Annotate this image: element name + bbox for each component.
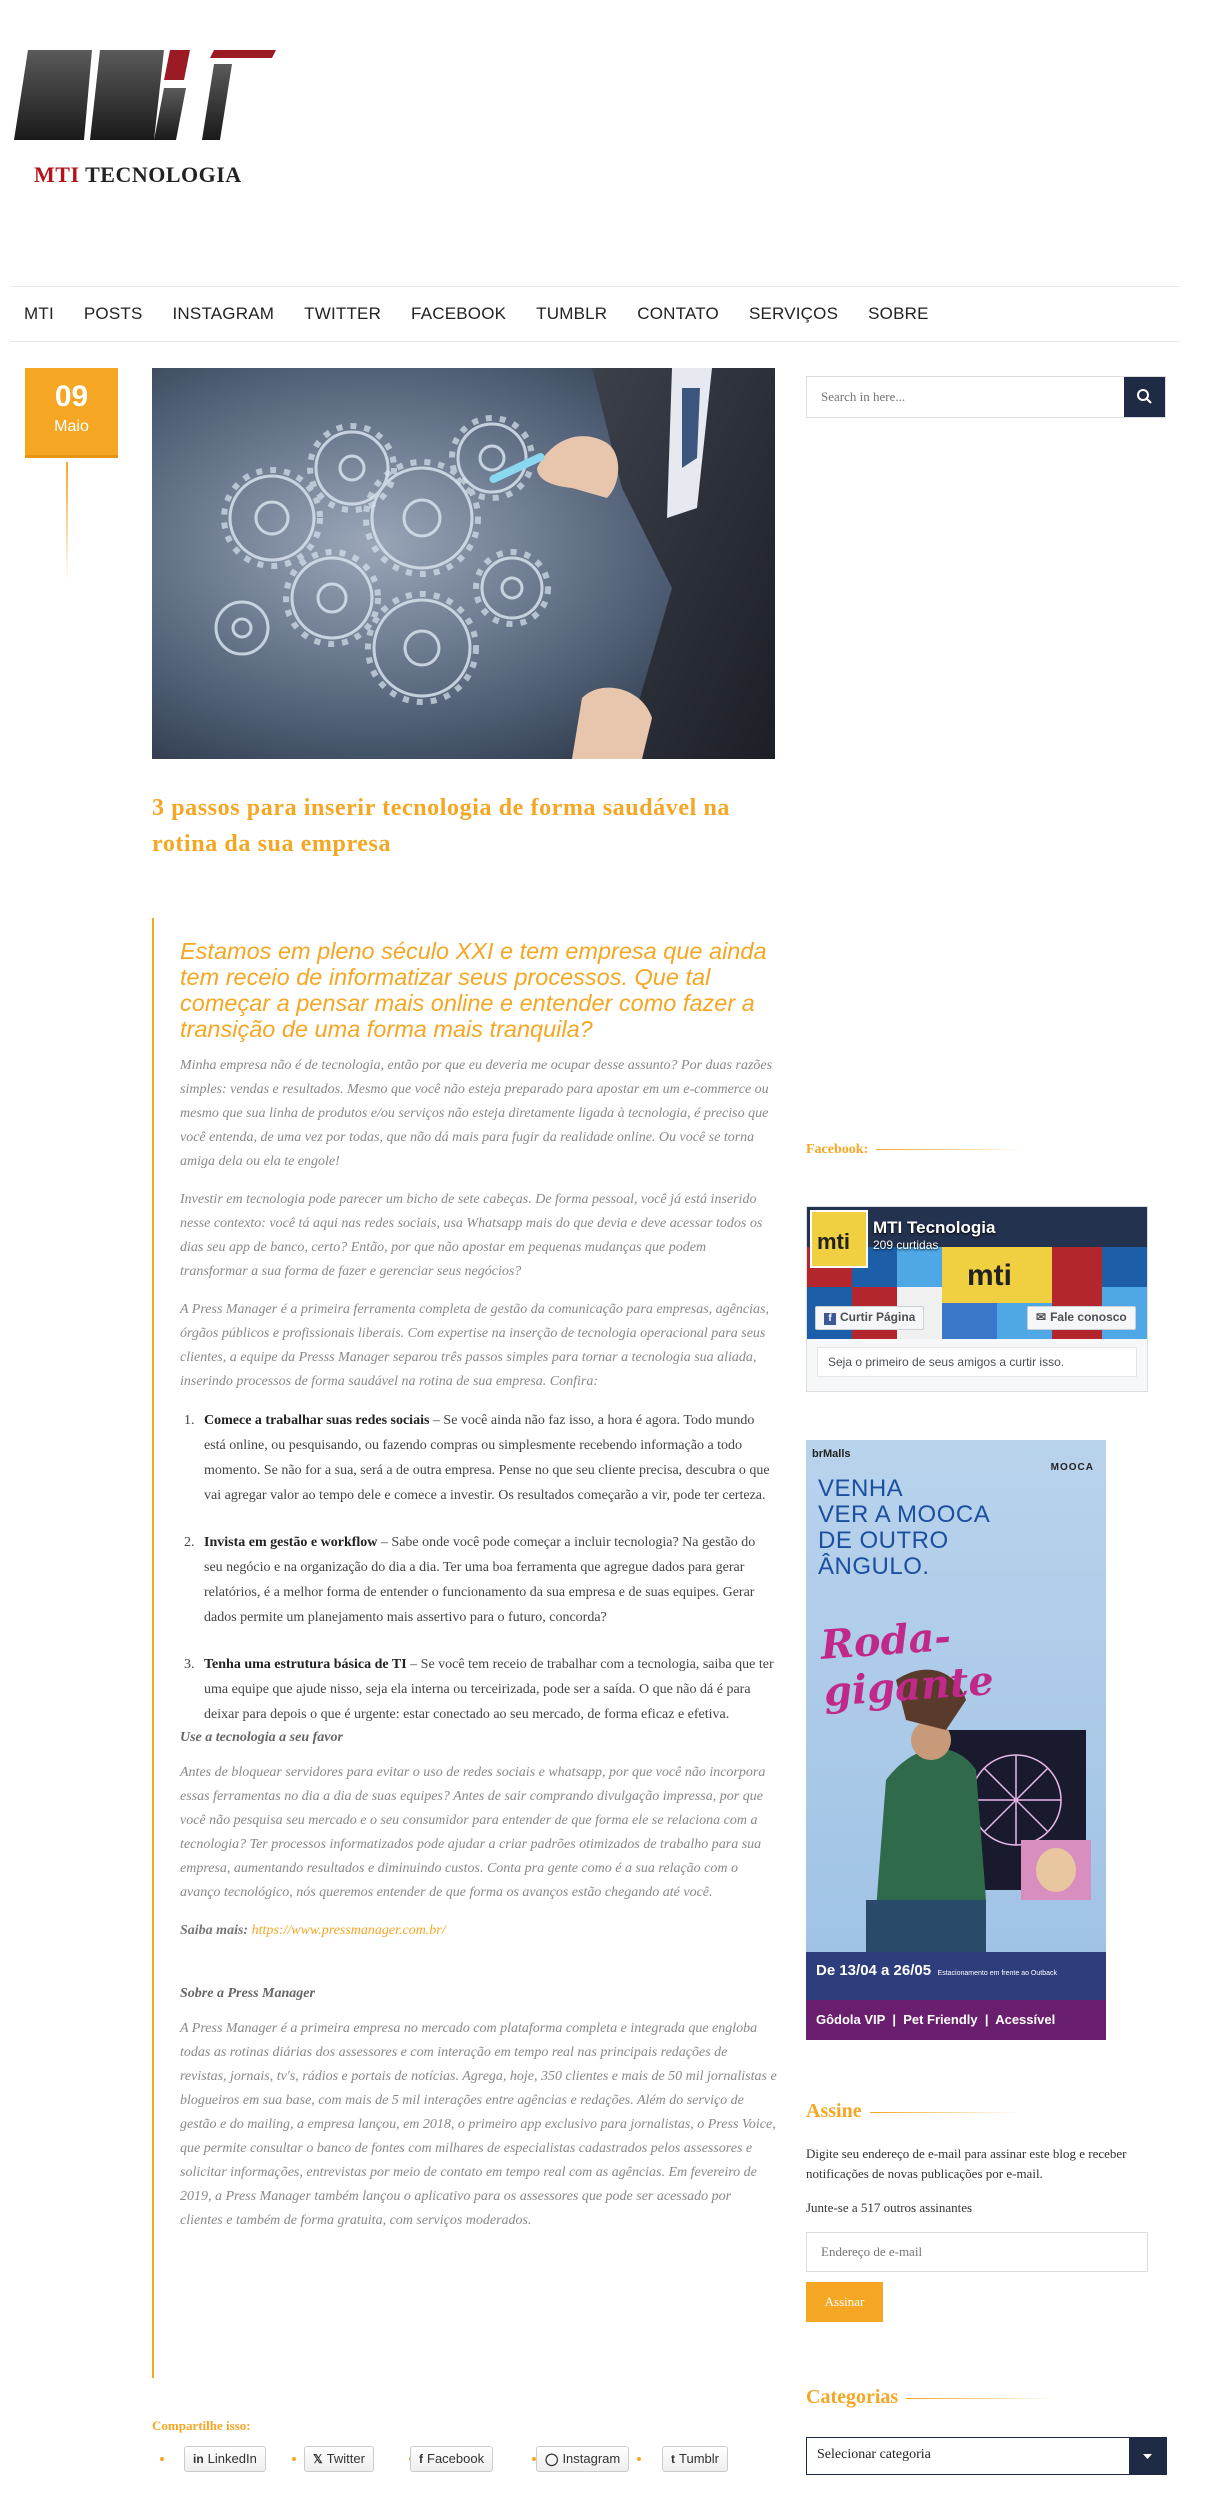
category-select[interactable]: Selecionar categoria [806,2437,1167,2475]
post-paragraph: Investir em tecnologia pode parecer um bicho de sete cabeças. De forma pessoal, você já está inserido nesse contexto: você tá aqui nas redes sociais, usa Whatsapp mais do que devia e deve acessar todos os dias seu app de banco, certo? Então, por que não apostar em pequenas mudanças que podem transformar a sua forma de fazer e gerenciar seus negócios? [180,1192,763,1279]
section-subheading: Sobre a Press Manager [180,1986,315,2001]
post-paragraph: Minha empresa não é de tecnologia, então por que eu deveria me ocupar desse assunto? Por duas razões simples: vendas e resultados. Mesmo que você não esteja preparado para apostar em um e-commerce ou mesmo que sua linha de produtos e/ou serviços não esteja diretamente ligada à tecnologia, é preciso que você entenda, de uma vez por todas, que não dá mais para fugir da realidade online. Ou você se torna amiga dela ou ela te engole! [180,1058,773,1169]
mti-logo-graphic [14,50,276,140]
facebook-contact-button[interactable]: ✉ Fale conosco [1027,1306,1136,1330]
ad-headline: VENHA VER A MOOCA DE OUTRO ÂNGULO. [818,1475,991,1580]
search-button[interactable] [1124,377,1165,417]
share-buttons [152,2446,792,2476]
facebook-page-name[interactable]: MTI Tecnologia [873,1218,996,1237]
post-featured-image[interactable] [152,368,775,759]
gears-illustration [152,368,775,759]
share-tumblr-button[interactable]: t Tumblr [662,2446,728,2472]
advertisement-banner[interactable] [806,1440,1106,2040]
facebook-widget-title: Facebook: [806,1142,1026,1158]
share-linkedin-button[interactable]: in LinkedIn [184,2446,266,2472]
bullet-dot [160,2457,164,2461]
share-instagram-button[interactable]: ◯ Instagram [536,2446,629,2472]
post-date-badge [25,368,118,458]
categories-title: Categorias [806,2386,1056,2409]
post-paragraph: Antes de bloquear servidores para evitar o uso de redes sociais e whatsapp, por que você não incorpora essas ferramentas no dia a dia de suas equipes? Antes de sair comprando divulgação impressa, por que você não pesquisa seu mercado e o seu consumidor para entender de que forma ele se relaciona com a tecnologia? Ter processos informatizados pode ajudar a criar padrões otimizados de trabalho para sua empresa, aumentando resultados e diminuindo custos. Conta pra gente como é a sua relação com o avanço tecnológico, nós queremos entender de que forma os avanços estão chegando até você. [180,1765,766,1900]
ad-mall-name: MOOCA [1050,1462,1094,1473]
nav-item-contato[interactable]: CONTATO [637,304,719,323]
email-field[interactable] [806,2232,1148,2272]
nav-item-sobre[interactable]: SOBRE [868,304,929,323]
profile-logo-text: mti [817,1229,850,1254]
cover-logo-text: mti [967,1259,1012,1292]
facebook-like-count: 209 curtidas [873,1238,939,1252]
ad-footer: Gôdola VIP | Pet Friendly | Acessível [816,2012,1056,2027]
bullet-dot [637,2457,641,2461]
nav-item-tumblr[interactable]: TUMBLR [536,304,608,323]
post-title[interactable]: 3 passos para inserir tecnologia de forma saudável na rotina da sua empresa [152,795,731,857]
chevron-down-icon[interactable] [1129,2438,1166,2474]
linkedin-icon: in [193,2452,204,2466]
list-item: 2. Invista em gestão e workflow – Sabe onde você pode começar a incluir tecnologia? Na gestão do seu negócio e na organização do dia a dia. Ter uma boa ferramenta que agregue dados para gerar relatórios, é a melhor forma de entender o funcionamento da sua empresa e de suas equipes. Gerar dados permite um planejamento mais assertivo para o futuro, concorda? [198,1530,777,1630]
facebook-page-widget[interactable] [806,1206,1148,1392]
nav-item-facebook[interactable]: FACEBOOK [411,304,507,323]
instagram-icon: ◯ [545,2452,559,2466]
list-item: 1. Comece a trabalhar suas redes sociais – Se você ainda não faz isso, a hora é agora. Todo mundo está online, ou pesquisando, ou fazendo compras ou simplesmente recebendo informação a todo momento. Se não for a sua, será a de outra empresa. Pense no que seu cliente precisa, descubra o que vai agregar valor ao tempo dele e comece a investir. Os resultados começarão a vir, pode ter certeza. [198,1408,777,1508]
list-item: 3. Tenha uma estrutura básica de TI – Se você tem receio de trabalhar com a tecnologia, saiba que ter uma equipe que ajude nisso, seja ela interna ou terceirizada, pode ser a saída. O que não dá é para deixar para depois o que é urgente: estar conectado ao seu mercado, de forma eficaz e efetiva. [198,1652,777,1727]
ad-brand: brMalls [812,1448,851,1460]
post-date-month: Maio [54,418,89,435]
pressmanager-link[interactable]: https://www.pressmanager.com.br/ [251,1923,446,1938]
share-facebook-button[interactable]: f Facebook [410,2446,493,2472]
search-input[interactable] [807,377,1125,417]
logo-wordmark: MTI TECNOLOGIA [34,162,242,187]
subscribe-title: Assine [806,2100,1020,2123]
main-nav [10,286,1180,342]
share-twitter-button[interactable]: 𝕏 Twitter [304,2446,374,2472]
share-title: Compartilhe isso: [152,2418,251,2433]
ad-dates: De 13/04 a 26/05 Estacionamento em frente ao Outback [816,1962,1058,1979]
mail-icon: ✉ [1036,1310,1047,1324]
facebook-friends-text: Seja o primeiro de seus amigos a curtir isso. [817,1347,1137,1377]
nav-item-posts[interactable]: POSTS [83,304,143,323]
site-logo[interactable] [14,50,276,188]
subscribe-description: Digite seu endereço de e-mail para assinar este blog e receber notificações de novas publicações por e-mail. [806,2146,1127,2181]
facebook-icon: f [824,1313,836,1325]
facebook-like-button[interactable]: f Curtir Página [815,1306,924,1330]
nav-item-servicos[interactable]: SERVIÇOS [748,304,839,323]
tumblr-icon: t [671,2452,675,2466]
nav-item-instagram[interactable]: INSTAGRAM [172,304,275,323]
subscribe-button[interactable]: Assinar [806,2282,883,2322]
ad-script-title: Roda-gigante [819,1612,996,1716]
subscriber-count: Junte-se a 517 outros assinantes [806,2200,973,2215]
nav-item-mti[interactable]: MTI [24,304,54,323]
post-paragraph: A Press Manager é a primeira empresa no mercado com plataforma completa e integrada que engloba todas as rotinas diárias dos assessores e com interação em tempo real nas principais redações de revistas, jornais, tv's, rádios e portais de notícias. Agrega, hoje, 350 clientes e mais de 50 mil jornalistas e blogueiros em sua base, com mais de 5 mil interações entre agências e redações. Além do serviço de gestão e do mailing, a empresa lançou, em 2018, o primeiro app exclusivo para jornalistas, o Press Voice, que permite consultar o banco de fontes com milhares de especialistas cadastrados pelos assessores e solicitar informações, entrevistas por meio de contato em tempo real com as agências. Em fevereiro de 2019, a Press Manager também lançou o aplicativo para os assessores que pode ser acessado por clientes e também de forma gratuita, com serviços moderados. [180,2021,777,2228]
steps-list [180,1408,777,1727]
search-box [806,376,1166,418]
post-lead: Estamos em pleno século XXI e tem empresa que ainda tem receio de informatizar seus processos. Que tal começar a pensar mais online e entender como fazer a transição de uma forma mais tranquila? [180,938,767,1042]
search-icon [1124,377,1165,417]
facebook-icon: f [419,2452,423,2466]
more-info: Saiba mais: https://www.pressmanager.com.br/ [180,1923,446,1938]
twitter-icon: 𝕏 [313,2452,323,2466]
nav-item-twitter[interactable]: TWITTER [304,304,382,323]
date-divider [66,462,68,582]
section-subheading: Use a tecnologia a seu favor [180,1730,343,1745]
post-content [152,918,777,2378]
post-date-day: 09 [54,380,89,413]
bullet-dot [292,2457,296,2461]
post-paragraph: A Press Manager é a primeira ferramenta completa de gestão da comunicação para empresas, agências, órgãos públicos e profissionais liberais. Com expertise na inserção de tecnologia operacional para seus clientes, a equipe da Presss Manager separou três passos simples para tornar a tecnologia sua aliada, inserindo processos de forma saudável na rotina de sua empresa. Confira: [180,1302,769,1389]
